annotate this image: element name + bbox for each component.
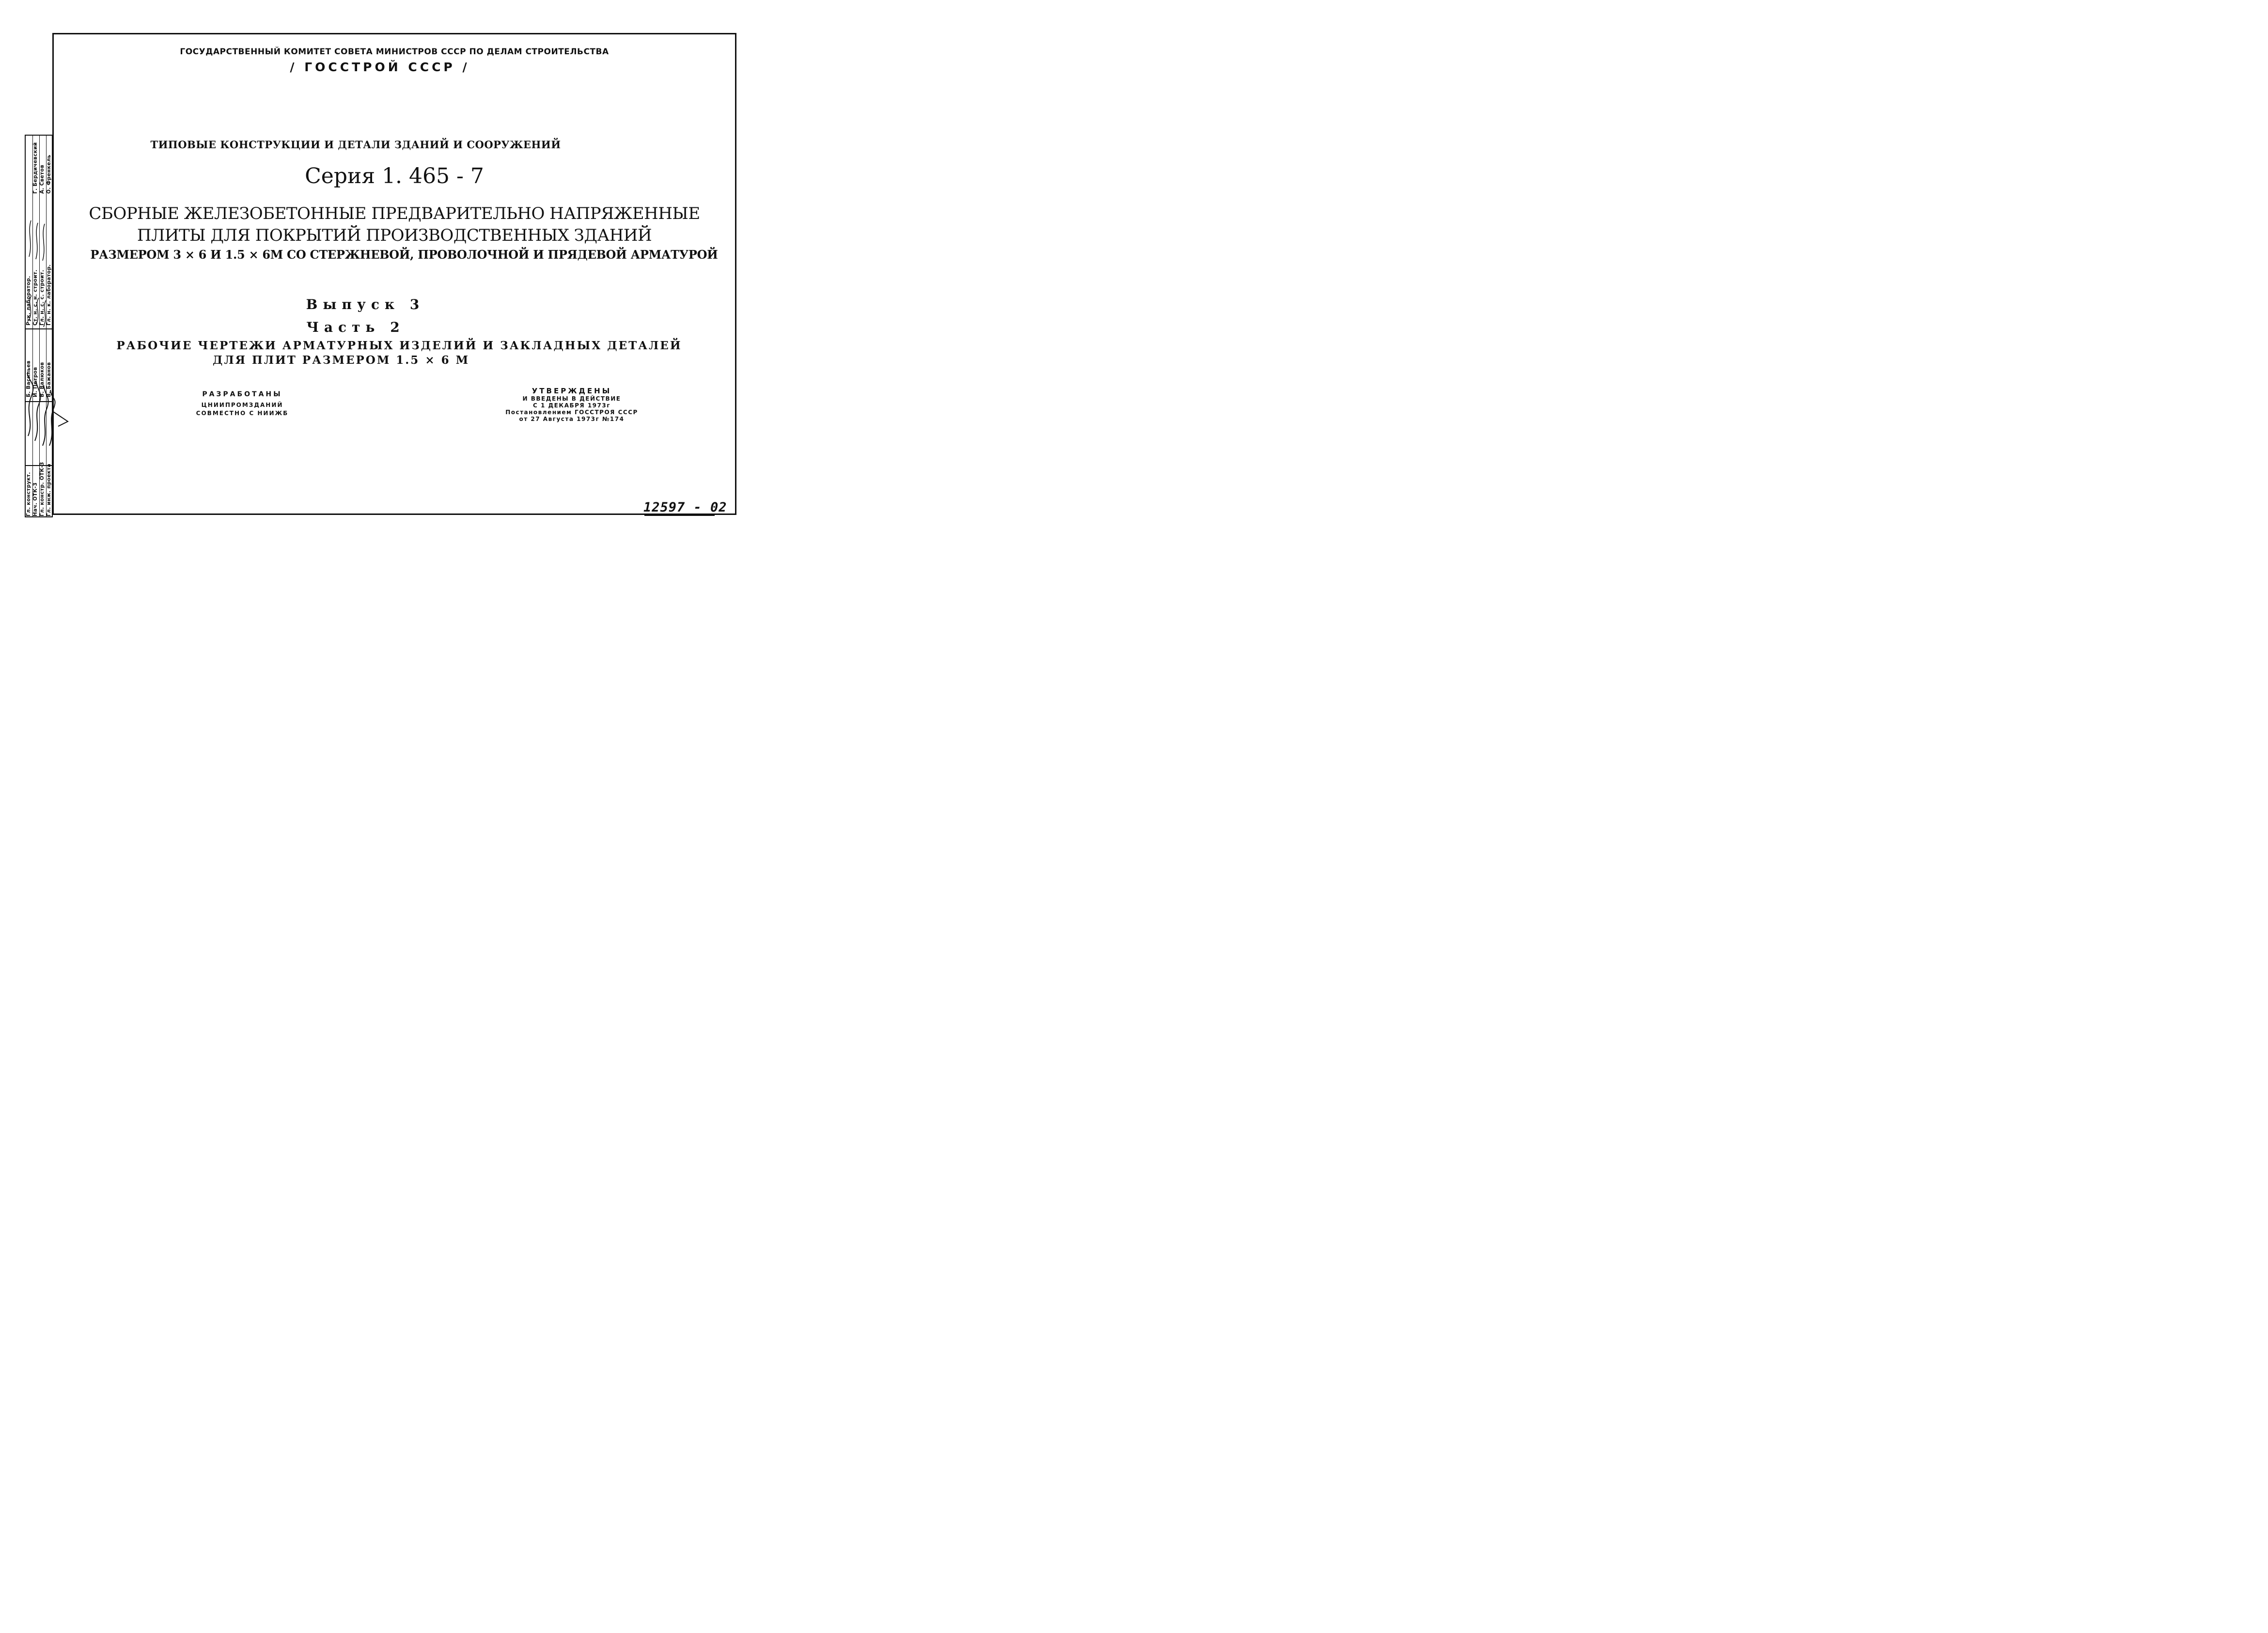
strip-position-1: Гл. конструкт. xyxy=(26,472,31,516)
committee-heading: ГОСУДАРСТВЕННЫЙ КОМИТЕТ СОВЕТА МИНИСТРОВ СССР ПО ДЕЛАМ СТРОИТЕЛЬСТВА xyxy=(180,47,609,57)
approved-line-4: от 27 Августа 1973г №174 xyxy=(519,416,625,422)
main-title-line-2: ПЛИТЫ ДЛЯ ПОКРЫТИЙ ПРОИЗВОДСТВЕННЫХ ЗДАНИЙ xyxy=(137,226,652,245)
strip-role-1: Рук. лаборатор. xyxy=(26,276,31,326)
document-page xyxy=(0,0,752,544)
approved-block xyxy=(494,387,649,422)
strip-position-2: Нач. ОТК-3 xyxy=(32,482,38,516)
strip-name2-2: А. Светов xyxy=(39,165,45,194)
developed-by-block xyxy=(179,390,305,418)
issue-number: Выпуск 3 xyxy=(306,296,425,312)
developed-heading: РАЗРАБОТАНЫ xyxy=(202,390,282,398)
strip-name2-1: Г. Бердичевский xyxy=(32,142,38,194)
series-title: Серия 1. 465 - 7 xyxy=(305,164,484,188)
typical-structures-heading: ТИПОВЫЕ КОНСТРУКЦИИ И ДЕТАЛИ ЗДАНИЙ И СООРУЖЕНИЙ xyxy=(150,139,561,151)
developed-org-2: СОВМЕСТНО С НИИЖБ xyxy=(196,410,289,417)
drawing-frame xyxy=(52,33,736,515)
strip-name-4: В. Бажанов xyxy=(46,362,52,397)
main-title-line-3: РАЗМЕРОМ 3 × 6 И 1.5 × 6М СО СТЕРЖНЕВОЙ, ПРОВОЛОЧНОЙ И ПРЯДЕВОЙ АРМАТУРОЙ xyxy=(90,248,718,262)
strip-name-2: И. Петров xyxy=(32,367,38,397)
doc-number-underline xyxy=(644,513,717,518)
approved-heading: УТВЕРЖДЕНЫ xyxy=(532,387,612,395)
subject-line-2: ДЛЯ ПЛИТ РАЗМЕРОМ 1.5 × 6 М xyxy=(212,354,470,367)
subject-line-1: РАБОЧИЕ ЧЕРТЕЖИ АРМАТУРНЫХ ИЗДЕЛИЙ И ЗАКЛАДНЫХ ДЕТАЛЕЙ xyxy=(116,339,682,352)
strip-name-3: В. Валюков xyxy=(39,362,45,397)
strip-position-3: Гл. констр. ОТК-3 xyxy=(39,462,45,516)
handwritten-signatures-top xyxy=(24,213,53,262)
approved-line-1: И ВВЕДЕНЫ В ДЕЙСТВИЕ xyxy=(522,395,621,402)
strip-role-3: Гл. н. с. с. строит. xyxy=(39,269,45,326)
developed-org-1: ЦНИИПРОМЗДАНИЙ xyxy=(201,402,283,408)
strip-position-4: Гл. инж. проекта xyxy=(46,464,52,516)
handwritten-signatures xyxy=(24,291,73,451)
approved-line-3: Постановлением ГОССТРОЯ СССР xyxy=(505,409,638,416)
approved-line-2: С 1 ДЕКАБРЯ 1973г xyxy=(532,402,611,409)
gosstroy-heading: / ГОССТРОЙ СССР / xyxy=(290,60,470,74)
strip-role-4: Гл. н. к. лаборатор. xyxy=(46,264,52,326)
document-number: 12597 - 02 xyxy=(643,500,727,515)
strip-role-2: Ст. н. с. н. строит. xyxy=(32,269,38,326)
strip-name2-3: О. Френкель xyxy=(46,155,52,194)
part-number: Часть 2 xyxy=(306,319,405,335)
strip-name-1: Б. Васильев xyxy=(26,360,31,397)
main-title-line-1: СБОРНЫЕ ЖЕЛЕЗОБЕТОННЫЕ ПРЕДВАРИТЕЛЬНО НАПРЯЖЕННЫЕ xyxy=(89,204,700,223)
